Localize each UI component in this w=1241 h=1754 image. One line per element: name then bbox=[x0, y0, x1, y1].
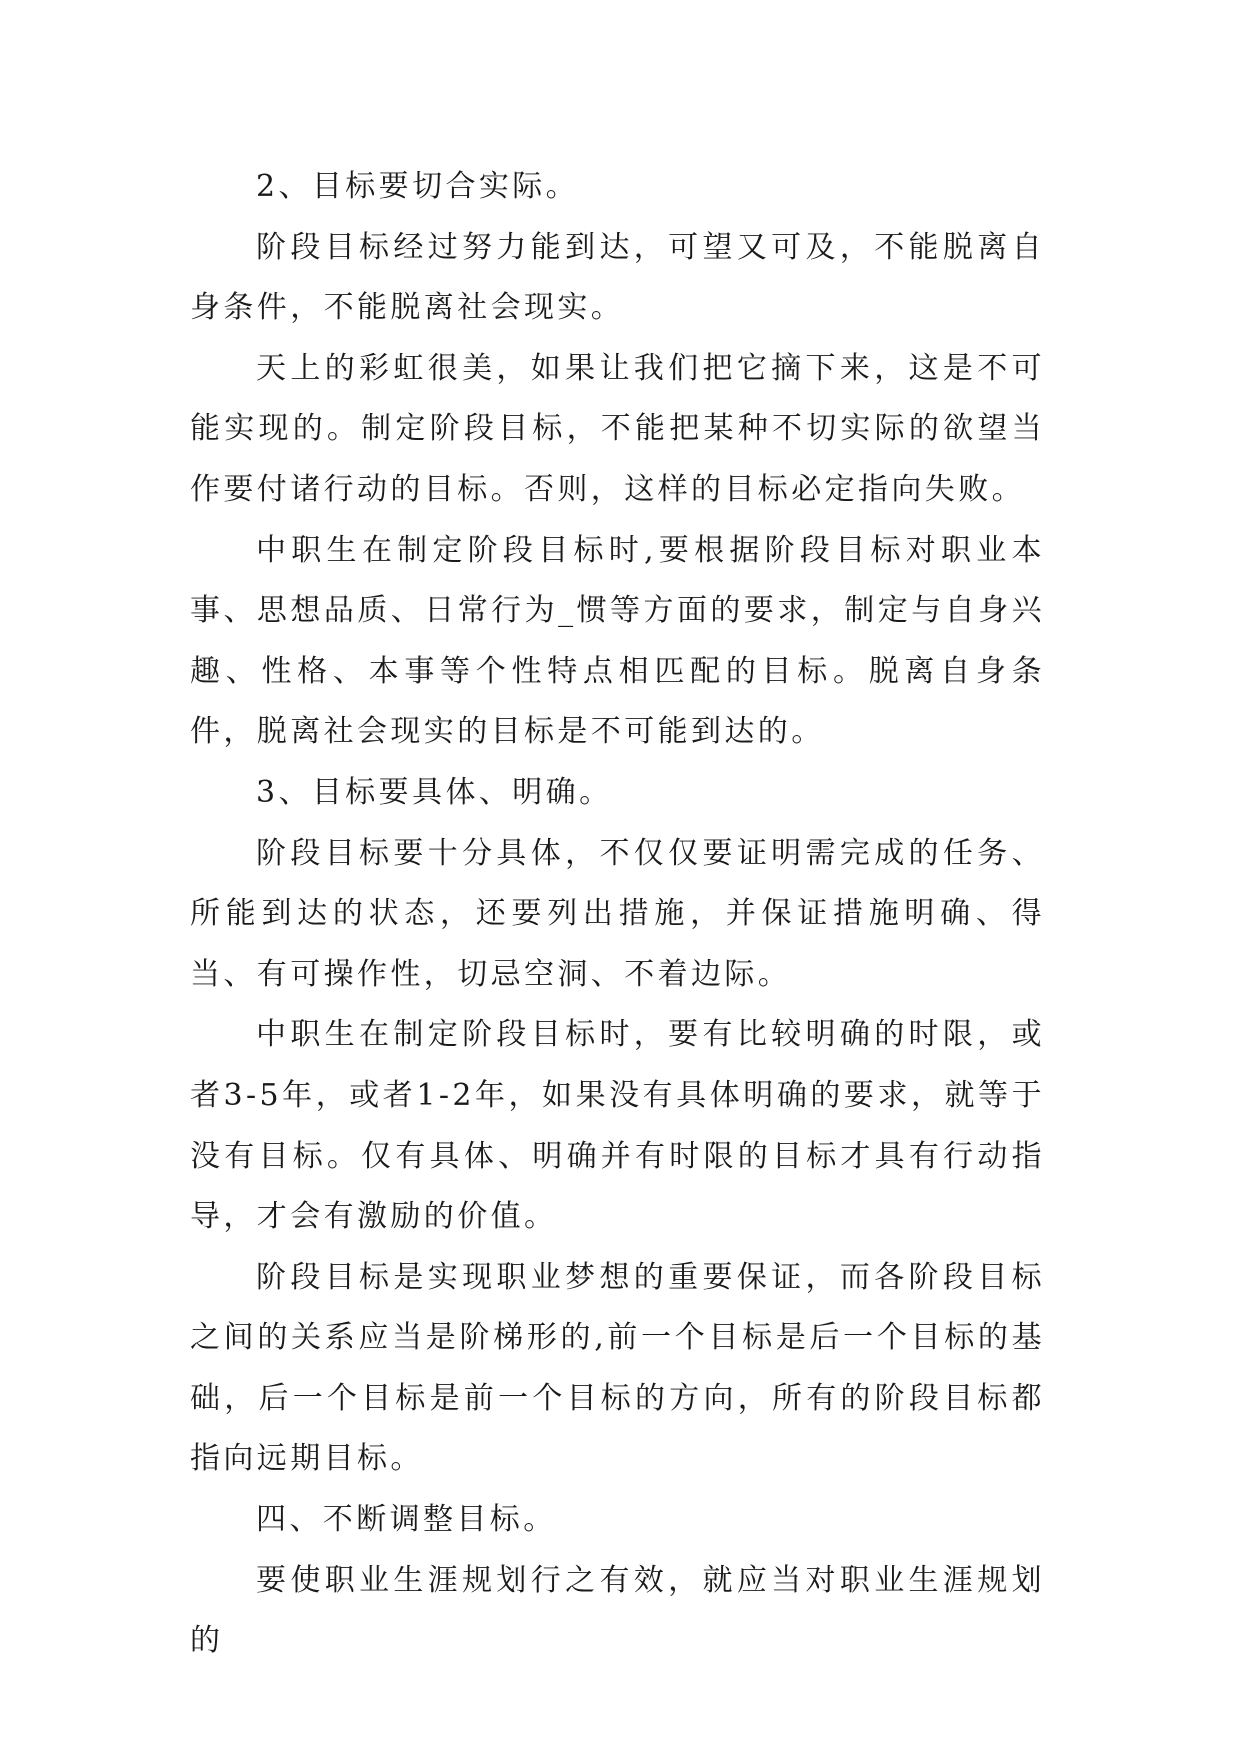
paragraph: 天上的彩虹很美，如果让我们把它摘下来，这是不可能实现的。制定阶段目标，不能把某种不切实际的欲望当作要付诸行动的目标。否则，这样的目标必定指向失败。 bbox=[190, 350, 1045, 507]
paragraph: 要使职业生涯规划行之有效，就应当对职业生涯规划的 bbox=[190, 1562, 1045, 1659]
document-body bbox=[190, 157, 1045, 1672]
paragraph: 阶段目标要十分具体，不仅仅要证明需完成的任务、所能到达的状态，还要列出措施，并保证措施明确、得当、有可操作性，切忌空洞、不着边际。 bbox=[190, 835, 1045, 992]
paragraph: 阶段目标经过努力能到达，可望又可及，不能脱离自身条件，不能脱离社会现实。 bbox=[190, 229, 1045, 326]
paragraph: 中职生在制定阶段目标时，要有比较明确的时限，或者3-5年，或者1-2年，如果没有具体明确的要求，就等于没有目标。仅有具体、明确并有时限的目标才具有行动指导，才会有激励的价值。 bbox=[190, 1017, 1045, 1235]
subheading-goal-realistic: 2、目标要切合实际。 bbox=[256, 169, 580, 204]
paragraph: 中职生在制定阶段目标时,要根据阶段目标对职业本事、思想品质、日常行为_惯等方面的要求，制定与自身兴趣、性格、本事等个性特点相匹配的目标。脱离自身条件，脱离社会现实的目标是不可能到达的。 bbox=[190, 532, 1045, 750]
paragraph: 阶段目标是实现职业梦想的重要保证，而各阶段目标之间的关系应当是阶梯形的,前一个目标是后一个目标的基础，后一个目标是前一个目标的方向，所有的阶段目标都指向远期目标。 bbox=[190, 1259, 1045, 1477]
subheading-goal-specific: 3、目标要具体、明确。 bbox=[256, 774, 613, 810]
section-heading-adjust-goals: 四、不断调整目标。 bbox=[256, 1502, 557, 1538]
